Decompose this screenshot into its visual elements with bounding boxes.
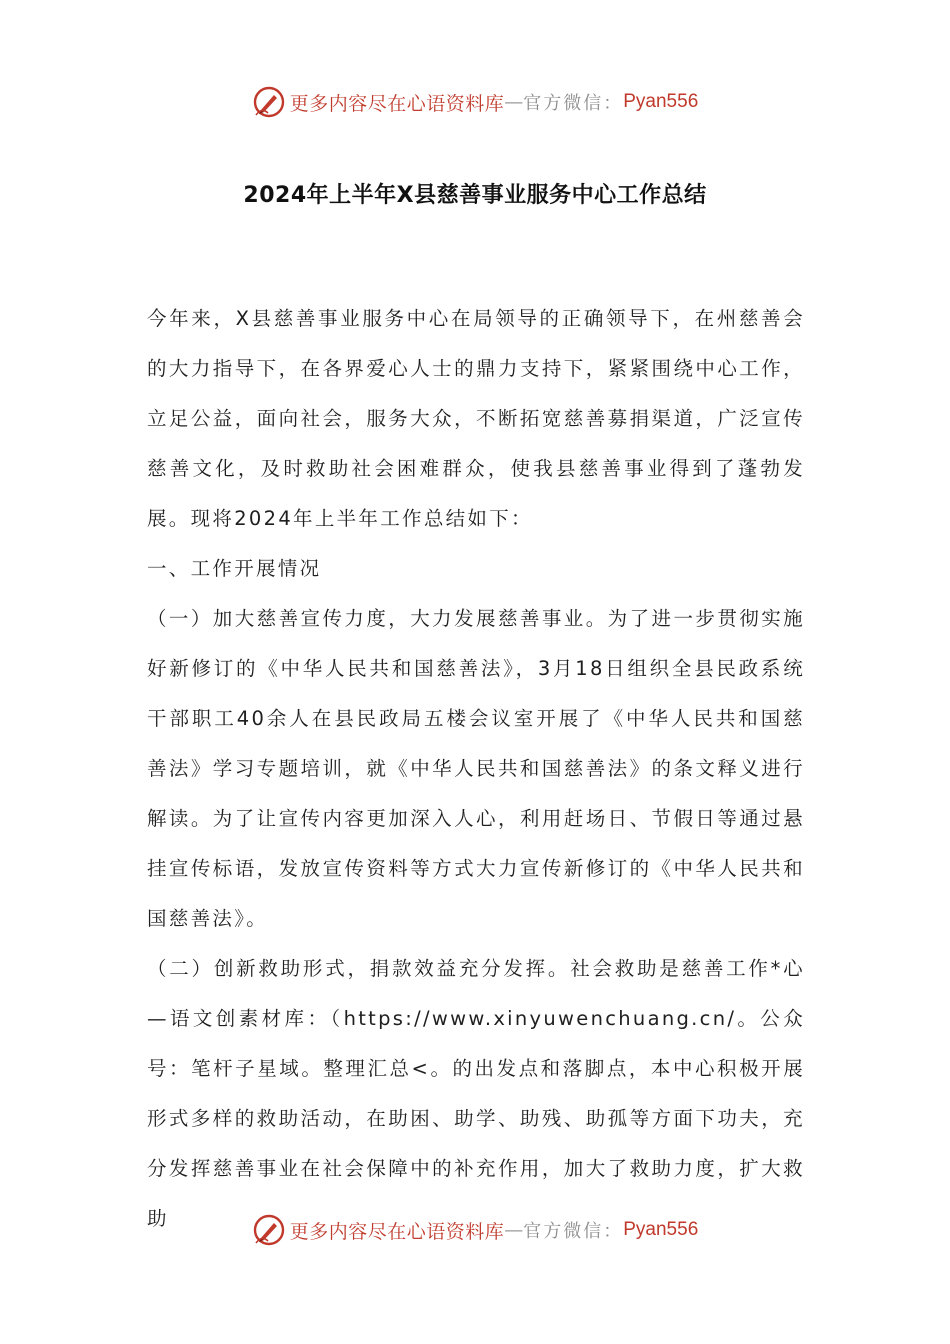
document-body [147,294,805,1244]
banner-wechat-id: Pyan556 [623,1219,699,1240]
pen-logo-icon [252,85,286,119]
banner-official-label: 官方微信： [523,93,624,114]
banner-official-label: 官方微信： [523,1221,624,1242]
banner-dash: — [504,91,524,113]
pen-logo-icon [252,1213,286,1247]
paragraph-assistance: （二）创新救助形式，捐款效益充分发挥。社会救助是慈善工作*心—语文创素材库：（https://www.xinyuwenchuang.cn/。公众号：笔杆子星域。整理汇总<。的出发点和落脚点，本中心积极开展形式多样的救助活动，在助困、助学、助残、助孤等方面下功夫，充分发挥慈善事业在社会保障中的补充作用，加大了救助力度，扩大救助 [147,957,805,1230]
banner-dash: — [504,1219,524,1241]
footer-watermark-banner [0,1210,950,1250]
document-title: 2024年上半年X县慈善事业服务中心工作总结 [243,183,707,208]
paragraph-publicity: （一）加大慈善宣传力度，大力发展慈善事业。为了进一步贯彻实施好新修订的《中华人民共和国慈善法》，3月18日组织全县民政系统干部职工40余人在县民政局五楼会议室开展了《中华人民共和国慈善法》学习专题培训，就《中华人民共和国慈善法》的条文释义进行解读。为了让宣传内容更加深入人心，利用赶场日、节假日等通过悬挂宣传标语，发放宣传资料等方式大力宣传新修订的《中华人民共和国慈善法》。 [147,607,805,930]
banner-site-text: 更多内容尽在心语资料库 [289,92,505,115]
intro-paragraph: 今年来，X县慈善事业服务中心在局领导的正确领导下，在州慈善会的大力指导下，在各界爱心人士的鼎力支持下，紧紧围绕中心工作，立足公益，面向社会，服务大众，不断拓宽慈善募捐渠道，广泛宣传慈善文化，及时救助社会困难群众，使我县慈善事业得到了蓬勃发展。现将2024年上半年工作总结如下： [147,307,805,530]
banner-wechat-id: Pyan556 [623,91,699,112]
banner-site-text: 更多内容尽在心语资料库 [289,1220,505,1243]
header-watermark-banner [0,82,950,122]
section-heading-1: 一、工作开展情况 [147,557,322,580]
